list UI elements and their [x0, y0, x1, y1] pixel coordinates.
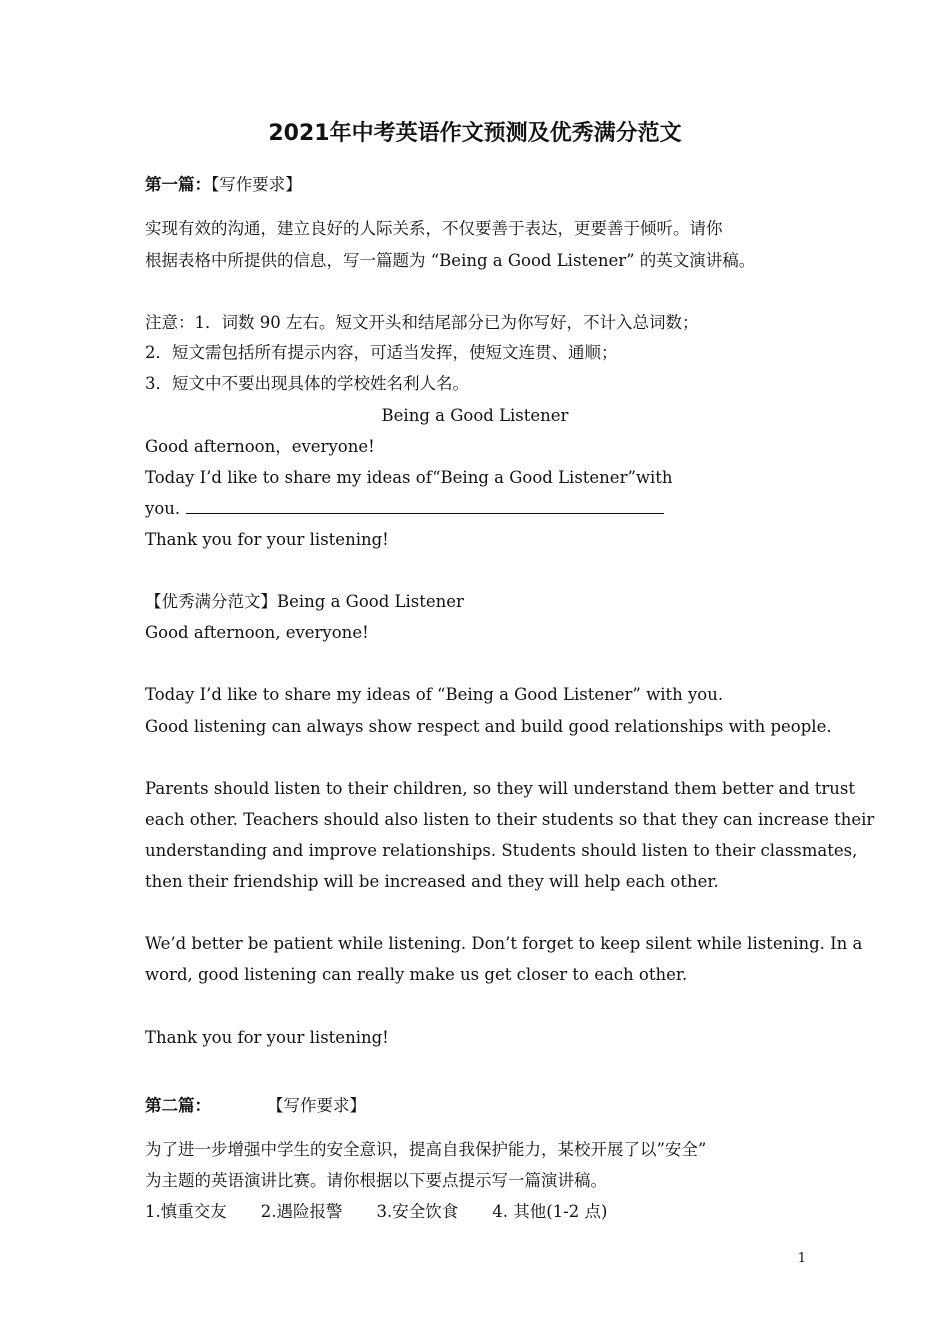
sample-p2-line3: understanding and improve relationships. Students should listen to their classmates,: [145, 841, 858, 860]
point-3: 3.安全饮食: [376, 1202, 459, 1221]
sample-heading: 【优秀满分范文】Being a Good Listener: [145, 592, 464, 611]
sample-p2-line4: then their friendship will be increased and they will help each other.: [145, 872, 719, 891]
section1-note-2: 2．短文需包括所有提示内容，可适当发挥，使短文连贯、通顺；: [145, 343, 618, 362]
answer-blank-line: [186, 499, 664, 514]
section1-prompt-line2: 根据表格中所提供的信息，写一篇题为 “Being a Good Listener” 的英文演讲稿。: [145, 251, 756, 270]
section2-points: [145, 1201, 607, 1223]
point-4: 4. 其他(1-2 点): [492, 1202, 608, 1221]
section1-note-1: 注意：1．词数 90 左右。短文开头和结尾部分已为你写好，不计入总词数；: [145, 313, 699, 332]
section2-heading: [145, 1095, 366, 1117]
sample-greeting: Good afternoon, everyone!: [145, 623, 369, 642]
section1-prompt-line1: 实现有效的沟通，建立良好的人际关系，不仅要善于表达，更要善于倾听。请你: [145, 219, 723, 238]
section2-prompt-line2: 为主题的英语演讲比赛。请你根据以下要点提示写一篇演讲稿。: [145, 1171, 607, 1190]
template-intro-cont: [145, 498, 664, 520]
template-greeting: Good afternoon，everyone!: [145, 437, 375, 456]
section2-requirement: 【写作要求】: [267, 1096, 366, 1115]
section1-requirement: 【写作要求】: [211, 175, 302, 194]
sample-p3-line1: We’d better be patient while listening. Don’t forget to keep silent while listening. In a: [145, 934, 863, 953]
document-title: 2021年中考英语作文预测及优秀满分范文: [268, 121, 682, 146]
sample-p2-line2: each other. Teachers should also listen to their students so that they can increase their: [145, 810, 875, 829]
section1-note-3: 3．短文中不要出现具体的学校姓名利人名。: [145, 374, 469, 393]
section1-label: 第一篇：: [145, 175, 211, 194]
sample-p2-line1: Parents should listen to their children, so they will understand them better and trust: [145, 779, 856, 798]
template-intro: Today I’d like to share my ideas of“Being a Good Listener”with: [145, 468, 673, 487]
template-closing: Thank you for your listening!: [145, 530, 389, 549]
point-1: 1.慎重交友: [145, 1202, 227, 1221]
template-intro-cont-text: you.: [145, 499, 181, 518]
essay-title: Being a Good Listener: [381, 406, 569, 425]
point-2: 2.遇险报警: [260, 1202, 343, 1221]
sample-p1-line1: Today I’d like to share my ideas of “Being a Good Listener” with you.: [145, 685, 724, 704]
page-number: 1: [797, 1251, 806, 1266]
section2-prompt-line1: 为了进一步增强中学生的安全意识，提高自我保护能力，某校开展了以”安全”: [145, 1140, 707, 1159]
sample-p3-line2: word, good listening can really make us get closer to each other.: [145, 965, 688, 984]
section1-heading: [145, 174, 302, 196]
sample-closing: Thank you for your listening!: [145, 1028, 389, 1047]
section2-label: 第二篇：: [145, 1096, 211, 1115]
sample-p1-line2: Good listening can always show respect and build good relationships with people.: [145, 717, 832, 736]
